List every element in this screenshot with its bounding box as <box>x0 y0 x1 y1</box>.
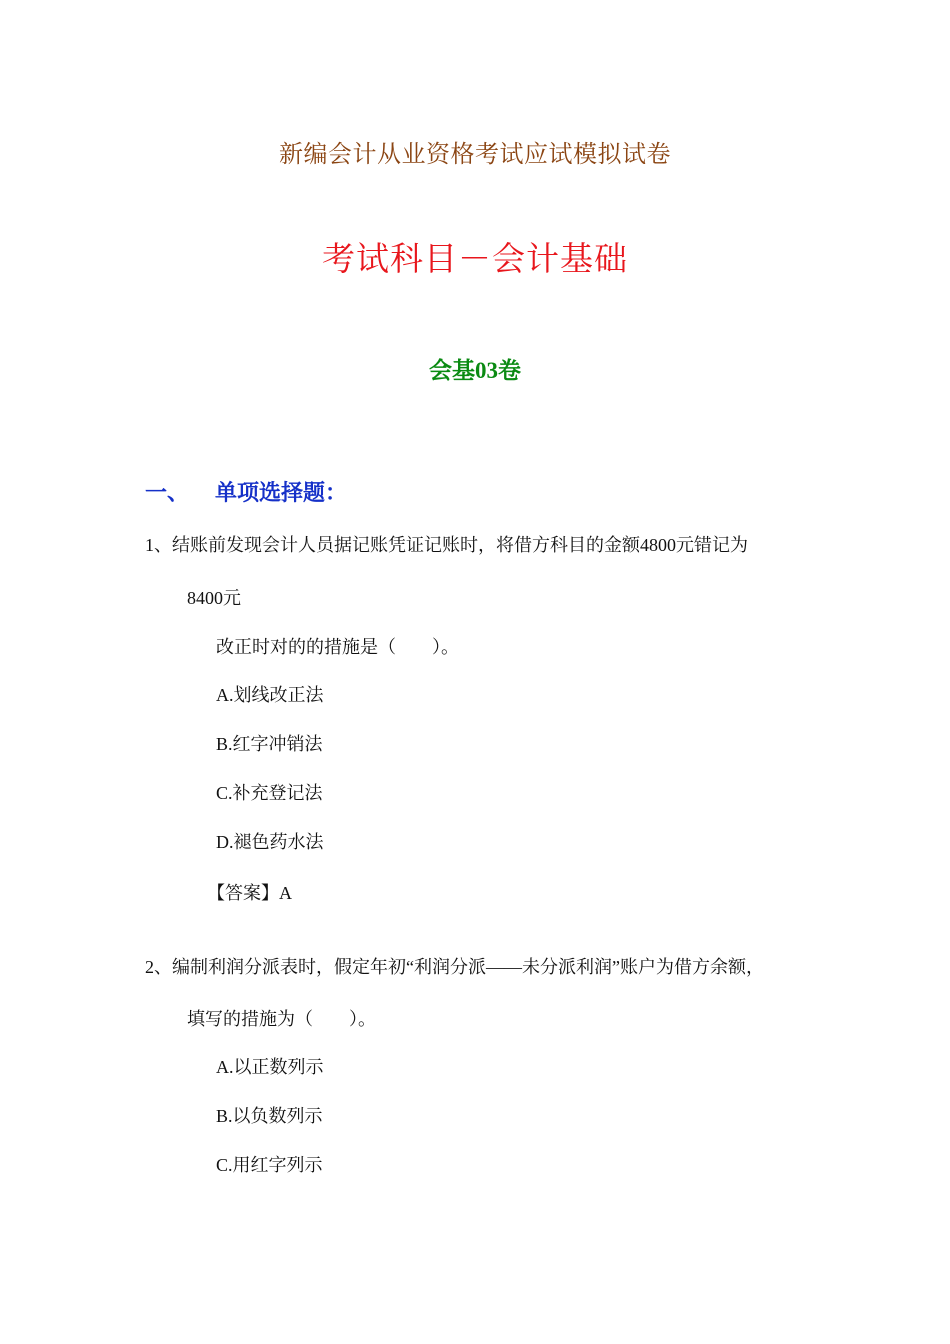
question-1-option-d: D.褪色药水法 <box>216 832 324 852</box>
paper-code: 会基03卷 <box>429 358 521 383</box>
question-2-option-c: C.用红字列示 <box>216 1155 323 1175</box>
question-1-stem-line-3: 改正时对的的措施是（ ）。 <box>216 637 459 657</box>
question-2-stem-line-2: 填写的措施为（ ）。 <box>187 1009 376 1029</box>
section-number: 一、 <box>145 480 190 505</box>
question-1-option-b: B.红字冲销法 <box>216 734 323 754</box>
section-heading <box>145 476 347 507</box>
section-title: 单项选择题： <box>215 480 348 505</box>
question-1-stem-line-1: 1、结账前发现会计人员据记账凭证记账时，将借方科目的金额4800元错记为 <box>145 535 748 555</box>
question-1-stem-line-2: 8400元 <box>187 588 241 608</box>
question-1-answer: 【答案】A <box>207 883 292 903</box>
question-1-option-a: A.划线改正法 <box>216 685 324 705</box>
subject-title: 考试科目－会计基础 <box>322 242 628 278</box>
question-2-option-b: B.以负数列示 <box>216 1106 323 1126</box>
question-1-option-c: C.补充登记法 <box>216 783 323 803</box>
question-2-stem-line-1: 2、编制利润分派表时，假定年初“利润分派——未分派利润”账户为借方余额， <box>145 957 764 977</box>
question-2-option-a: A.以正数列示 <box>216 1057 324 1077</box>
document-title: 新编会计从业资格考试应试模拟试卷 <box>279 142 671 168</box>
